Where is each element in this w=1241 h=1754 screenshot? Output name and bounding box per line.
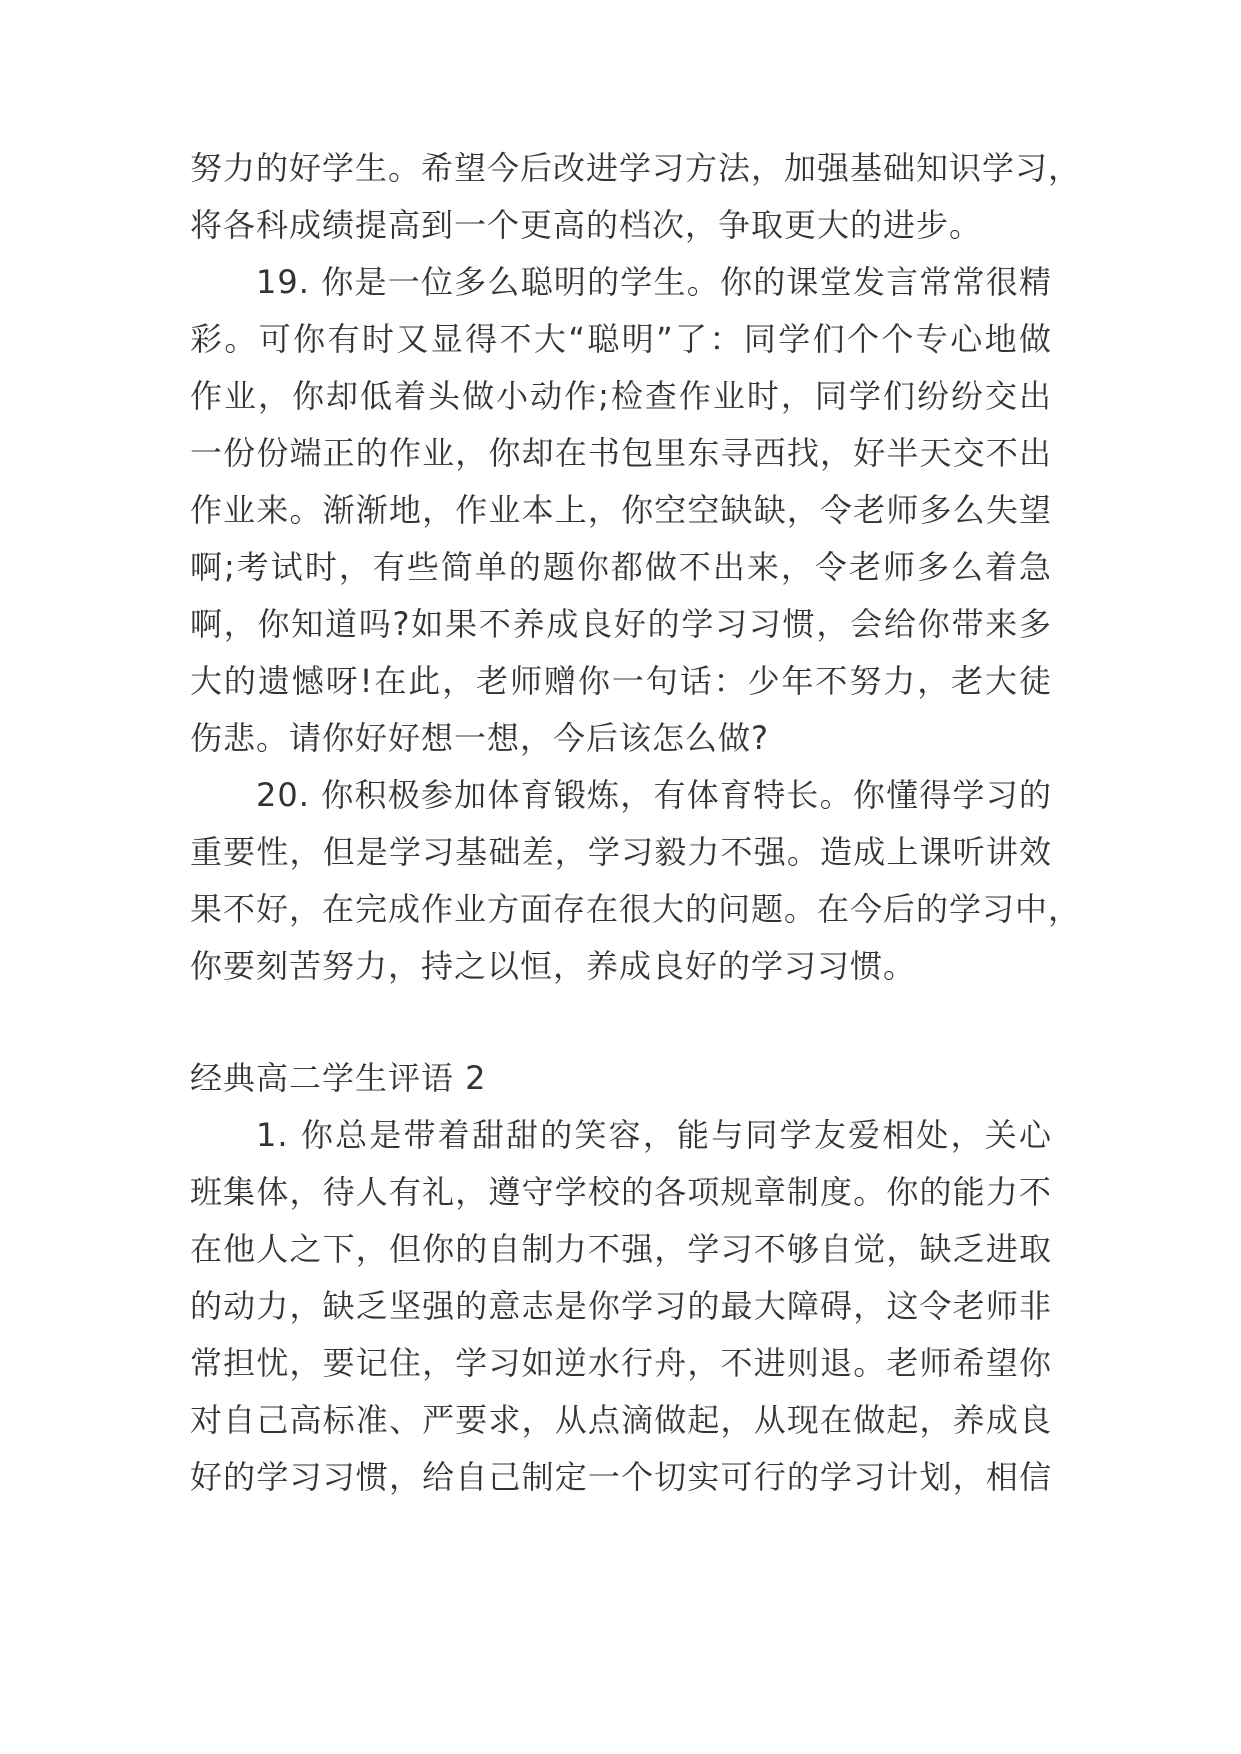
paragraph-line: 努力的好学生。希望今后改进学习方法，加强基础知识学习， (190, 149, 1082, 187)
item-20-line: 20. 你积极参加体育锻炼，有体育特长。你懂得学习的 (256, 776, 1052, 814)
item-1-line: 的动力，缺乏坚强的意志是你学习的最大障碍，这令老师非 (190, 1287, 1052, 1325)
item-20-line: 你要刻苦努力，持之以恒，养成良好的学习习惯。 (190, 947, 917, 985)
item-1-line: 在他人之下，但你的自制力不强，学习不够自觉，缺乏进取 (190, 1230, 1052, 1268)
item-1-line: 对自己高标准、严要求，从点滴做起，从现在做起，养成良 (190, 1401, 1052, 1439)
item-19-line: 作业，你却低着头做小动作;检查作业时，同学们纷纷交出 (190, 377, 1052, 415)
item-19-line: 大的遗憾呀!在此，老师赠你一句话：少年不努力，老大徒 (190, 662, 1052, 700)
item-19-line: 伤悲。请你好好想一想，今后该怎么做? (190, 719, 769, 757)
item-19-line: 啊，你知道吗?如果不养成良好的学习习惯，会给你带来多 (190, 605, 1052, 643)
item-1-line: 班集体，待人有礼，遵守学校的各项规章制度。你的能力不 (190, 1173, 1052, 1211)
item-1-line: 常担忧，要记住，学习如逆水行舟，不进则退。老师希望你 (190, 1344, 1052, 1382)
item-19-line: 啊;考试时，有些简单的题你都做不出来，令老师多么着急 (190, 548, 1052, 586)
item-1-line: 好的学习习惯，给自己制定一个切实可行的学习计划，相信 (190, 1458, 1052, 1496)
item-20-line: 重要性，但是学习基础差，学习毅力不强。造成上课听讲效 (190, 833, 1052, 871)
paragraph-line: 将各科成绩提高到一个更高的档次，争取更大的进步。 (190, 206, 983, 244)
item-19-line: 作业来。渐渐地，作业本上，你空空缺缺，令老师多么失望 (190, 491, 1052, 529)
item-20-line: 果不好，在完成作业方面存在很大的问题。在今后的学习中， (190, 890, 1082, 928)
item-19-line: 彩。可你有时又显得不大“聪明”了：同学们个个专心地做 (190, 320, 1052, 358)
item-1-line: 1. 你总是带着甜甜的笑容，能与同学友爱相处，关心 (256, 1116, 1052, 1154)
item-19-line: 19. 你是一位多么聪明的学生。你的课堂发言常常很精 (256, 263, 1052, 301)
section-heading: 经典高二学生评语 2 (190, 1059, 487, 1097)
item-19-line: 一份份端正的作业，你却在书包里东寻西找，好半天交不出 (190, 434, 1052, 472)
